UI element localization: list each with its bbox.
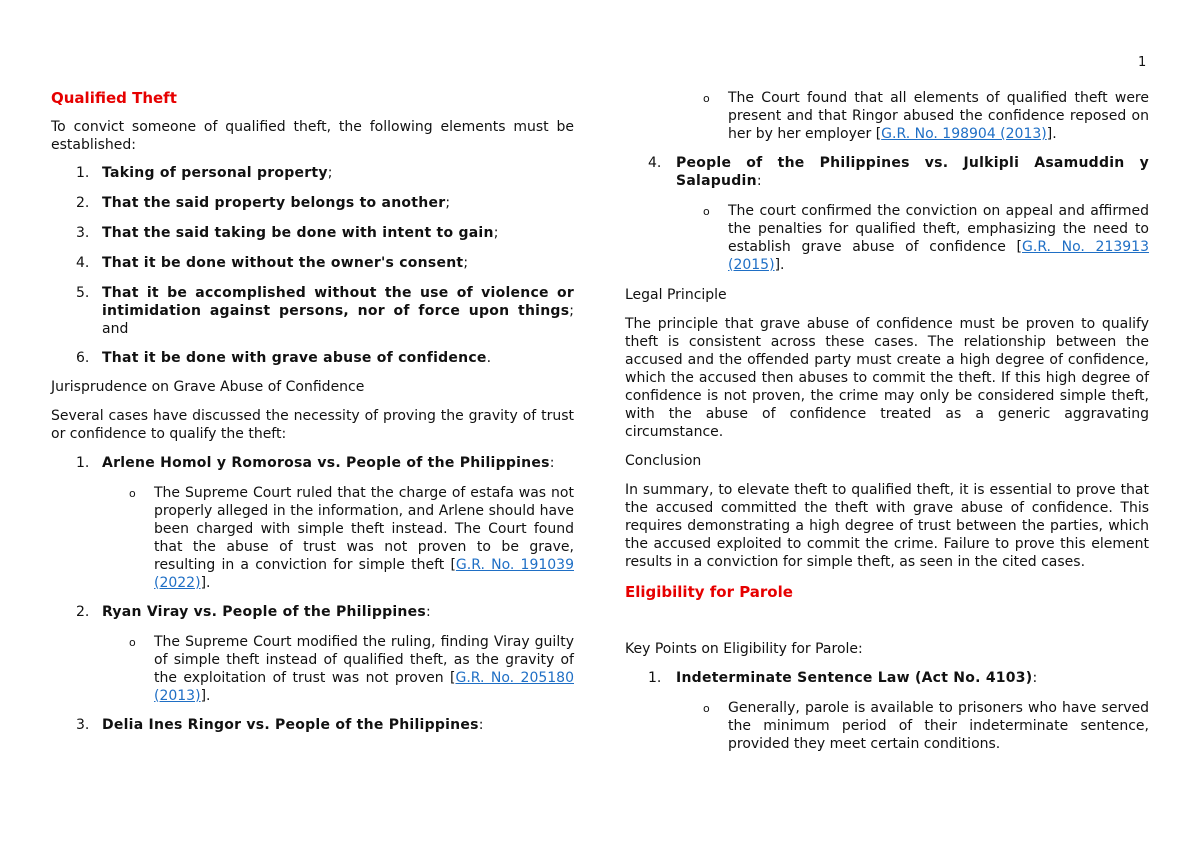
section-heading-qualified-theft: Qualified Theft (51, 89, 177, 107)
conclusion-text: In summary, to elevate theft to qualified theft, it is essential to prove that the accused committed the theft with grave abuse of confidence. This requires demonstrating a high degree of trust between the parties, which the accused exploited to commit the crime. Failure to prove this element results in a conviction for simple theft, as seen in the cited cases. (625, 482, 1149, 570)
case-item-homol: 1. Arlene Homol y Romorosa vs. People of the Philippines: (76, 455, 555, 471)
jurisprudence-intro: Several cases have discussed the necessity of proving the gravity of trust or confidence to qualify the theft: (51, 408, 574, 442)
case-bullet-ringor: o The Court found that all elements of qualified theft were present and that Ringor abused the confidence reposed on her by her employer [G.R. No. 198904 (2013)]. (703, 90, 1149, 142)
right-column (625, 89, 1149, 753)
bullet-marker: o (703, 702, 710, 715)
section-heading-eligibility-for-parole: Eligibility for Parole (625, 583, 793, 601)
left-column (51, 89, 574, 734)
parole-bullet: o Generally, parole is available to prisoners who have served the minimum period of their indeterminate sentence, provided they meet certain conditions. (703, 700, 1149, 752)
case-item-asamuddin: 4. People of the Philippines vs. Julkipli Asamuddin y Salapudin: (648, 155, 1149, 189)
citation-link-198904[interactable]: G.R. No. 198904 (2013) (881, 126, 1047, 142)
legal-principle-heading: Legal Principle (625, 287, 727, 303)
conclusion-heading: Conclusion (625, 453, 702, 469)
parole-item-indeterminate-sentence-law: 1. Indeterminate Sentence Law (Act No. 4103): (648, 670, 1038, 686)
citation-link-205180[interactable]: G.R. No. 205180 (2013) (154, 670, 574, 704)
citation-link-191039[interactable]: G.R. No. 191039 (2022) (154, 557, 574, 591)
legal-principle-text: The principle that grave abuse of confidence must be proven to qualify theft is consistent across these cases. The relationship between the accused and the offended party must create a high degree of confidence, which the accused then abuses to commit the theft. If this high degree of confidence is not proven, the crime may only be considered simple theft, with the abuse of confidence treated as a generic aggravating circumstance. (625, 316, 1149, 440)
case-item-ringor: 3. Delia Ines Ringor vs. People of the Philippines: (76, 717, 484, 733)
list-item: 4. That it be done without the owner's consent; (76, 255, 469, 271)
bullet-marker: o (703, 205, 710, 218)
bullet-marker: o (129, 636, 136, 649)
list-item: 2. That the said property belongs to another; (76, 195, 451, 211)
page-number: 1 (1138, 55, 1147, 70)
jurisprudence-heading: Jurisprudence on Grave Abuse of Confidence (51, 379, 365, 395)
case-bullet-homol: o The Supreme Court ruled that the charge of estafa was not properly alleged in the information, and Arlene should have been charged with simple theft instead. The Court found that the abuse of trust was not proven to be grave, resulting in a conviction for simple theft [G.R. No. 191039 (2022)]. (129, 485, 574, 591)
case-bullet-viray: o The Supreme Court modified the ruling, finding Viray guilty of simple theft instead of qualified theft, as the gravity of the exploitation of trust was not proven [G.R. No. 205180 (2013)]. (129, 634, 574, 704)
list-item: 6. That it be done with grave abuse of confidence. (76, 350, 492, 366)
elements-list (51, 164, 574, 367)
bullet-marker: o (703, 92, 710, 105)
list-item: 5. That it be accomplished without the use of violence or intimidation against persons, nor of force upon things; and (76, 285, 574, 337)
case-bullet-asamuddin: o The court confirmed the conviction on appeal and affirmed the penalties for qualified theft, emphasizing the need to establish grave abuse of confidence [G.R. No. 213913 (2015)]. (703, 203, 1149, 273)
bullet-marker: o (129, 487, 136, 500)
list-item: 3. That the said taking be done with intent to gain; (76, 225, 499, 241)
key-points-heading: Key Points on Eligibility for Parole: (625, 641, 863, 657)
citation-link-213913[interactable]: G.R. No. 213913 (2015) (728, 239, 1149, 273)
list-item: 1. Taking of personal property; (76, 165, 333, 181)
qualified-theft-intro: To convict someone of qualified theft, the following elements must be established: (51, 119, 574, 153)
case-item-viray: 2. Ryan Viray vs. People of the Philippines: (76, 604, 431, 620)
